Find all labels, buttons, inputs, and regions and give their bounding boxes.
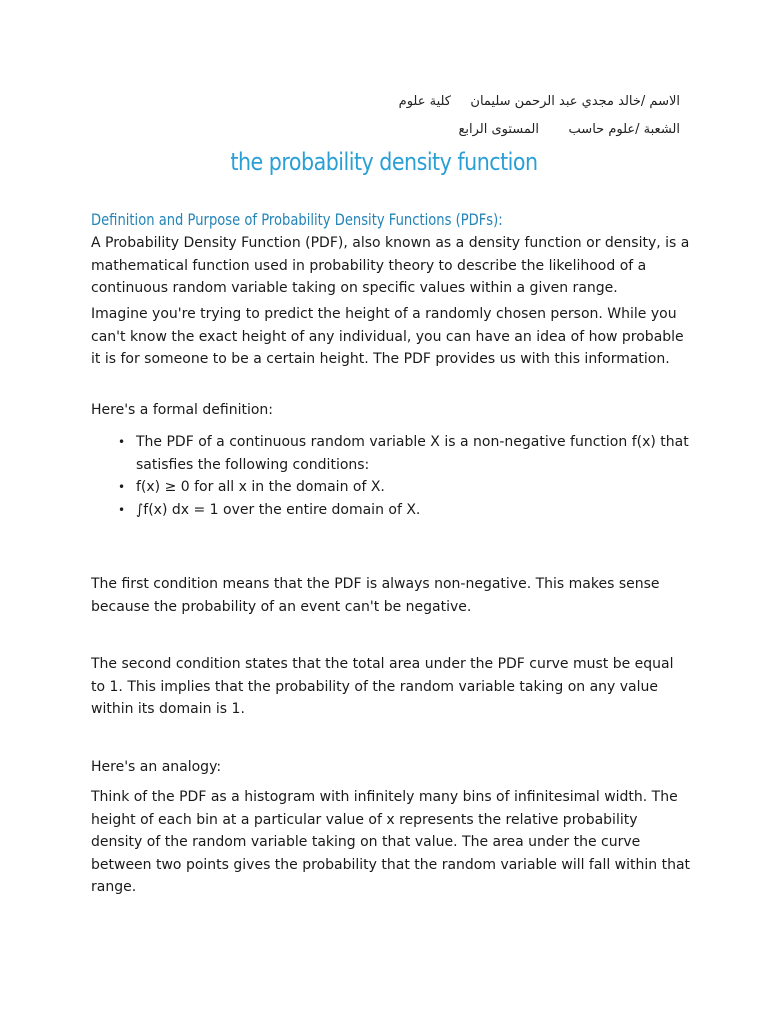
paragraph-height-example: Imagine you're trying to predict the height of a randomly chosen person. While you can't know the exact height of any individual, you can have an idea of how probable it is for someone to be a certain height. The PDF provides us with this information. — [91, 306, 684, 367]
student-name-line: الاسم /خالد مجدي عبد الرحمن سليمان — [470, 94, 680, 109]
list-item-text: ∫f(x) dx = 1 over the entire domain of X. — [136, 501, 421, 518]
section-heading: Definition and Purpose of Probability Density Functions (PDFs): — [91, 210, 503, 229]
list-item — [91, 476, 691, 499]
bullet-icon: • — [118, 435, 126, 449]
list-item — [91, 431, 691, 476]
paragraph-second-condition: The second condition states that the total area under the PDF curve must be equal to 1. This implies that the probability of the random variable taking on any value within its domain is 1. — [91, 656, 674, 717]
bullet-icon: • — [118, 502, 126, 517]
faculty-label: كلية علوم — [398, 94, 451, 109]
division-line: الشعبة /علوم حاسب — [568, 122, 680, 137]
list-item-text: f(x) ≥ 0 for all x in the domain of X. — [136, 479, 385, 495]
paragraph-pdf-definition: A Probability Density Function (PDF), also known as a density function or density, is a mathematical function used in probability theory to describe the likelihood of a continuous random variable taking on specific values within a given range. — [91, 235, 690, 296]
conditions-list — [91, 431, 691, 521]
paragraph-analogy-intro: Here's an analogy: — [91, 759, 222, 775]
level-label: المستوى الرابع — [458, 122, 539, 137]
bullet-icon: • — [118, 480, 126, 494]
document-title: the probability density function — [230, 148, 538, 176]
list-item-text: The PDF of a continuous random variable X is a non-negative function f(x) that satisfies the following conditions: — [136, 434, 689, 473]
paragraph-formal-definition-intro: Here's a formal definition: — [91, 402, 273, 418]
paragraph-histogram-analogy: Think of the PDF as a histogram with infinitely many bins of infinitesimal width. The height of each bin at a particular value of x represents the relative probability density of the random variable taking on that value. The area under the curve between two points gives the probability that the random variable will fall within that range. — [91, 789, 691, 895]
paragraph-first-condition: The first condition means that the PDF is always non-negative. This makes sense because the probability of an event can't be negative. — [91, 576, 660, 615]
list-item — [91, 499, 691, 522]
